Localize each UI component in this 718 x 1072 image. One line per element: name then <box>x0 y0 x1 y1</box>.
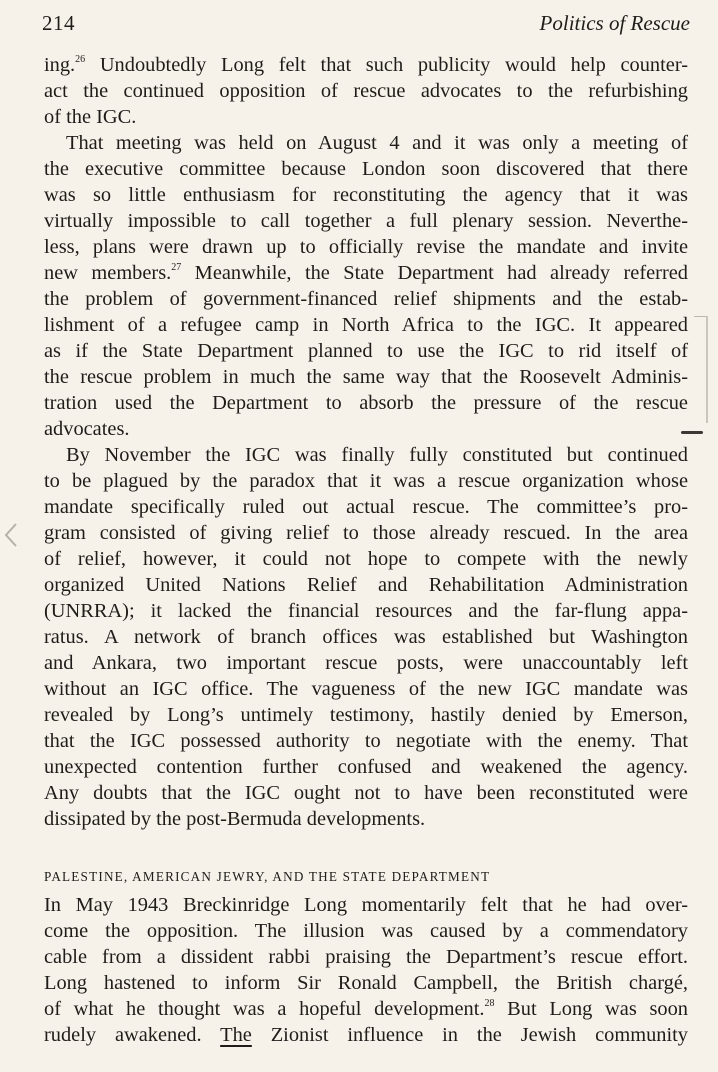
paragraph-3-line-6: organized United Nations Relief and Rehabilitation Administration <box>44 574 688 596</box>
paragraph-2-line-1: That meeting was held on August 4 and it was only a meeting of <box>66 132 688 154</box>
paragraph-3-line-13: unexpected contention further confused and weakened the agency. <box>44 756 688 778</box>
paragraph-2-line-7: the problem of government-financed relief shipments and the estab- <box>44 288 688 310</box>
margin-dash <box>681 431 703 434</box>
section-line-3: cable from a dissident rabbi praising the Department’s rescue effort. <box>44 946 688 968</box>
paragraph-2-line-3: was so little enthusiasm for reconstituting the agency that it was <box>44 184 688 206</box>
section-line-2: come the opposition. The illusion was caused by a commendatory <box>44 920 688 942</box>
footnote-marker-28[interactable]: 28 <box>484 998 495 1009</box>
footnote-marker-26[interactable]: 26 <box>75 54 86 65</box>
section-line-1: In May 1943 Breckinridge Long momentarily felt that he had over- <box>44 894 688 916</box>
paragraph-3-line-15: dissipated by the post-Bermuda developments. <box>44 808 426 830</box>
paragraph-3-line-3: mandate specifically ruled out actual rescue. The committee’s pro- <box>44 496 688 518</box>
section-line-4: Long hastened to inform Sir Ronald Campbell, the British chargé, <box>44 972 688 994</box>
left-margin-caret-icon <box>2 522 18 548</box>
paragraph-1-line-3: of the IGC. <box>44 106 137 128</box>
underlined-word: The <box>220 1024 252 1046</box>
paragraph-3-line-10: without an IGC office. The vagueness of the new IGC mandate was <box>44 678 688 700</box>
paragraph-3-line-2: to be plagued by the paradox that it was a rescue organization whose <box>44 470 688 492</box>
section-heading: PALESTINE, AMERICAN JEWRY, AND THE STATE DEPARTMENT <box>44 869 491 884</box>
paragraph-2-line-5: less, plans were drawn up to officially revise the mandate and invite <box>44 236 688 258</box>
paragraph-2-line-11: tration used the Department to absorb the pressure of the rescue <box>44 392 688 414</box>
paragraph-3-line-14: Any doubts that the IGC ought not to have been reconstituted were <box>44 782 688 804</box>
paragraph-2-line-4: virtually impossible to call together a full plenary session. Neverthe- <box>44 210 688 232</box>
section-line-6: rudely awakened. The Zionist influence in the Jewish community <box>44 1024 688 1046</box>
paragraph-2-line-9: as if the State Department planned to use the IGC to rid itself of <box>44 340 688 362</box>
paragraph-3-line-12: that the IGC possessed authority to negotiate with the enemy. That <box>44 730 688 752</box>
paragraph-2-line-10: the rescue problem in much the same way that the Roosevelt Adminis- <box>44 366 688 388</box>
paragraph-3-line-4: gram consisted of giving relief to those already rescued. In the area <box>44 522 688 544</box>
paragraph-2-line-8: lishment of a refugee camp in North Africa to the IGC. It appeared <box>44 314 688 336</box>
paragraph-3-line-5: of relief, however, it could not hope to compete with the newly <box>44 548 688 570</box>
paragraph-2-line-12: advocates. <box>44 418 130 440</box>
paragraph-1-line-2: act the continued opposition of rescue advocates to the refurbishing <box>44 80 688 102</box>
footnote-marker-27[interactable]: 27 <box>171 262 182 273</box>
paragraph-2-line-2: the executive committee because London soon discovered that there <box>44 158 688 180</box>
paragraph-3-line-1: By November the IGC was finally fully constituted but continued <box>66 444 688 466</box>
running-head <box>42 10 690 36</box>
paragraph-3-line-8: ratus. A network of branch offices was established but Washington <box>44 626 688 648</box>
page-number: 214 <box>42 11 75 35</box>
paragraph-3-line-7: (UNRRA); it lacked the financial resources and the far-flung appa- <box>44 600 688 622</box>
paragraph-3-line-11: revealed by Long’s untimely testimony, hastily denied by Emerson, <box>44 704 688 726</box>
running-title: Politics of Rescue <box>539 11 690 35</box>
paragraph-2-line-6: new members.$^{27}$ Meanwhile, the State Department had already referred <box>44 262 688 284</box>
paragraph-3-line-9: and Ankara, two important rescue posts, were unaccountably left <box>44 652 688 674</box>
section-line-5: of what he thought was a hopeful development.$^{28}$ But Long was soon <box>44 998 688 1020</box>
body-text <box>44 52 688 832</box>
paragraph-1-line-1: ing.$^{26}$ Undoubtedly Long felt that such publicity would help counter- <box>44 54 688 76</box>
margin-bracket <box>694 316 708 423</box>
section-text <box>44 892 688 1048</box>
